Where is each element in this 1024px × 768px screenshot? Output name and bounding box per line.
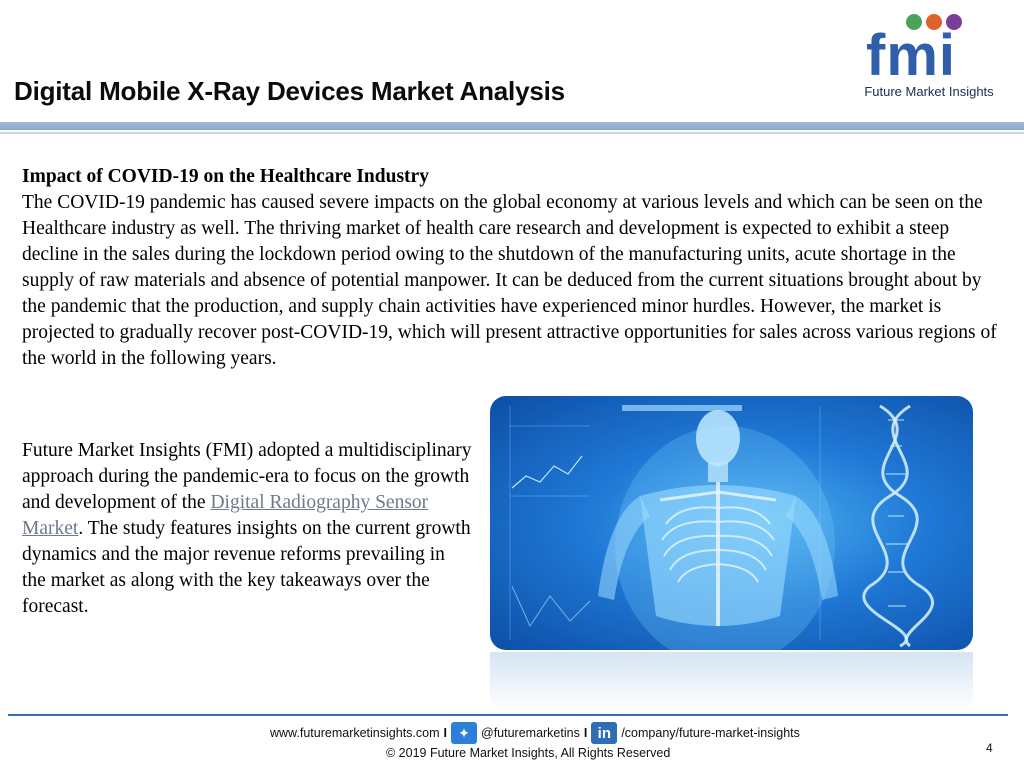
logo-tagline: Future Market Insights xyxy=(864,84,994,99)
twitter-icon[interactable]: ✦ xyxy=(451,722,477,744)
page-number: 4 xyxy=(986,741,993,755)
covid-impact-paragraph: The COVID-19 pandemic has caused severe impacts on the global economy at various levels and which can be seen on the Healthcare industry as well. The thriving market of health care research and development is expected to exhibit a steep decline in the sales during the lockdown period owing to the shutdown of the manufacturing units, acute shortage in the supply of raw materials and absence of potential manpower. It can be deduced from the current situations brought about by the pandemic that the production, and supply chain activities have experienced minor hurdles. However, the market is projected to gradually recover post-COVID-19, which will present attractive opportunities for sales across various regions of the world in the following years. xyxy=(22,192,997,369)
footer-separator: I xyxy=(443,726,447,740)
digital-radiography-sensor-market-link[interactable]: Digital Radiography Sensor Market xyxy=(22,492,429,539)
fmi-approach-paragraph xyxy=(22,438,472,620)
copyright-text: © 2019 Future Market Insights, All Rights Reserved xyxy=(386,746,671,760)
main-content xyxy=(22,164,997,372)
section-heading: Impact of COVID-19 on the Healthcare Industry xyxy=(22,166,429,187)
footer-divider xyxy=(8,714,1008,716)
footer-separator: I xyxy=(583,726,588,740)
paragraph-text-end: . The study features insights on the current growth dynamics and the major revenue reforms prevailing in the market as along with the key takeaways over the forecast. xyxy=(22,518,471,617)
footer xyxy=(270,722,870,744)
page-title: Digital Mobile X-Ray Devices Market Analysis xyxy=(14,76,565,106)
logo-wordmark: fmi xyxy=(866,23,956,88)
paragraph-text-start: Future Market Insights (FMI) adopted a multidisciplinary approach during the pandemic-era to focus on the growth and development of the xyxy=(22,440,472,513)
footer-contact-row xyxy=(270,722,870,744)
website-link[interactable]: www.futuremarketinsights.com xyxy=(270,726,440,740)
fmi-logo xyxy=(844,14,1014,104)
xray-illustration xyxy=(490,396,973,650)
image-reflection xyxy=(490,652,973,712)
linkedin-icon[interactable]: in xyxy=(591,722,617,744)
header-divider-line xyxy=(0,132,1024,134)
twitter-handle[interactable]: @futuremarketins xyxy=(481,726,580,740)
xray-body-image xyxy=(490,396,973,650)
linkedin-path[interactable]: /company/future-market-insights xyxy=(621,726,800,740)
header-divider xyxy=(0,122,1024,130)
